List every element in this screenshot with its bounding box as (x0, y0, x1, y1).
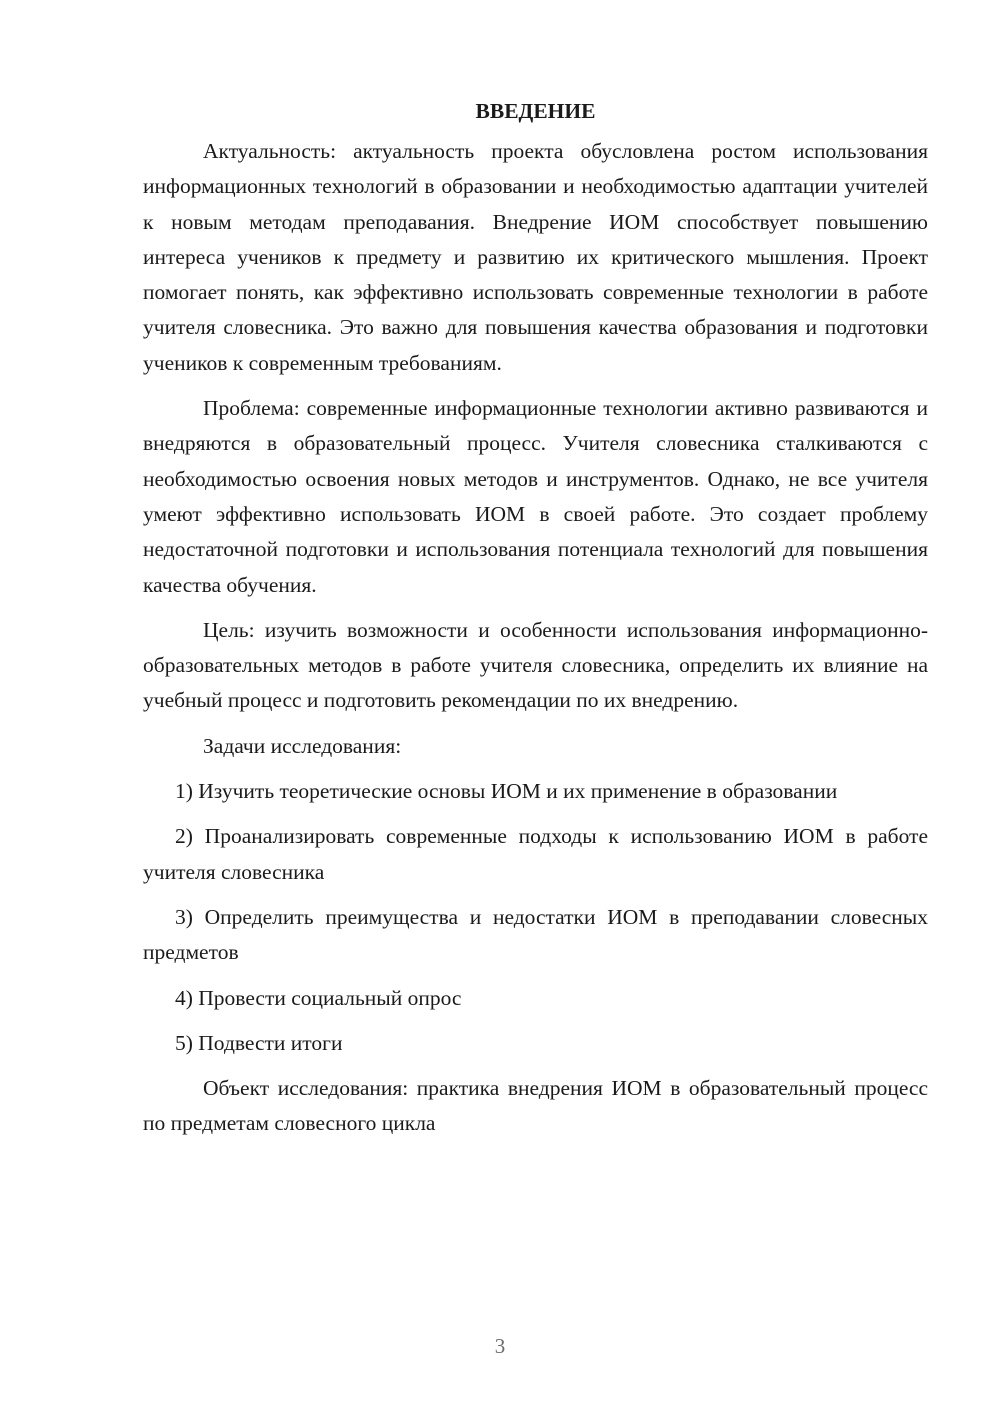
page-title: ВВЕДЕНИЕ (475, 99, 596, 123)
page-content (143, 94, 928, 1152)
relevance-paragraph: Актуальность: актуальность проекта обусловлена ростом использования информационных технологий в образовании и необходимостью адаптации учителей к новым методам преподавания. Внедрение ИОМ способствует повышению интереса учеников к предмету и развитию их критического мышления. Проект помогает понять, как эффективно использовать современные технологии в работе учителя словесника. Это важно для повышения качества образования и подготовки учеников к современным требованиям. (143, 139, 928, 375)
task-item: 2) Проанализировать современные подходы к использованию ИОМ в работе учителя словесника (143, 824, 928, 884)
tasks-heading: Задачи исследования: (203, 733, 402, 758)
object-paragraph: Объект исследования: практика внедрения ИОМ в образовательный процесс по предметам словесного цикла (143, 1076, 928, 1136)
page-number: 3 (494, 1334, 506, 1358)
task-item: 5) Подвести итоги (175, 1030, 343, 1055)
problem-paragraph: Проблема: современные информационные технологии активно развиваются и внедряются в образовательный процесс. Учителя словесника сталкиваются с необходимостью освоения новых методов и инструментов. Однако, не все учителя умеют эффективно использовать ИОМ в своей работе. Это создает проблему недостаточной подготовки и использования потенциала технологий для повышения качества обучения. (143, 396, 928, 597)
task-item: 4) Провести социальный опрос (175, 985, 462, 1010)
task-item: 3) Определить преимущества и недостатки ИОМ в преподавании словесных предметов (143, 904, 928, 965)
goal-paragraph: Цель: изучить возможности и особенности использования информационно-образовательных методов в работе учителя словесника, определить их влияние на учебный процесс и подготовить рекомендации по их внедрению. (143, 617, 928, 713)
task-item: 1) Изучить теоретические основы ИОМ и их применение в образовании (175, 779, 838, 804)
